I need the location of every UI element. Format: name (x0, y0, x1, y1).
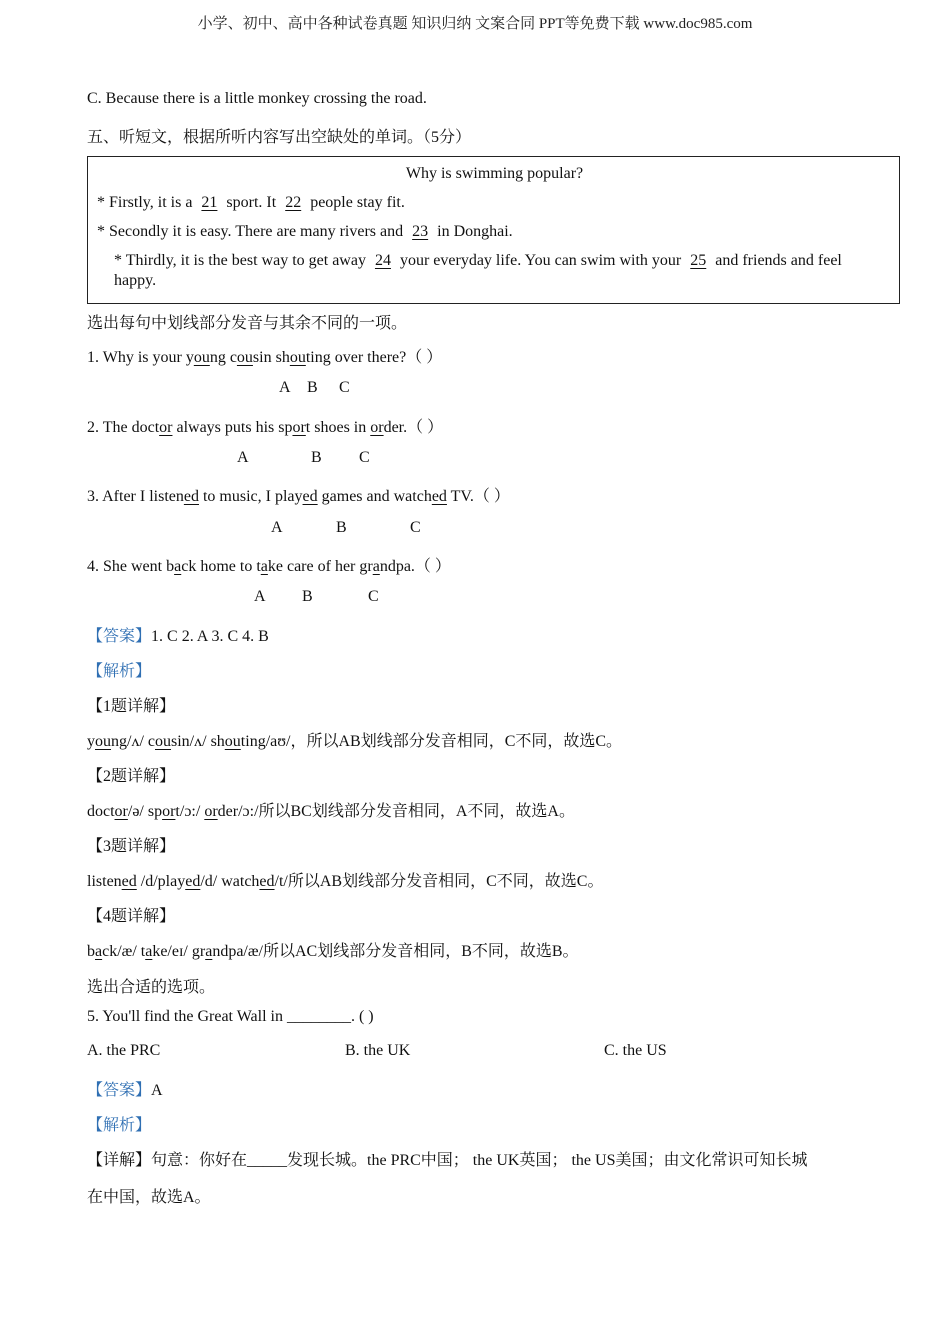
q5-option-b: B. the UK (345, 1042, 411, 1059)
detail-2-text: doctor/ə/ sport/ɔ:/ order/ɔ:/所以BC划线部分发音相同，A不同，故选A。 (87, 803, 575, 820)
q5-option-c: C. the US (604, 1042, 667, 1059)
q1-option-b: B (307, 379, 318, 396)
passage-box (87, 156, 900, 304)
question-4: 4. She went back home to take care of her grandpa.（ ） (87, 558, 451, 575)
passage-title: Why is swimming popular? (405, 165, 584, 182)
detail-1-tag: 【1题详解】 (87, 698, 176, 715)
detail-3-text: listened /d/played/d/ watched/t/所以AB划线部分发音相同，C不同，故选C。 (87, 873, 604, 890)
page-header: 小学、初中、高中各种试卷真题 知识归纳 文案合同 PPT等免费下载 www.doc985.com (197, 16, 753, 32)
q2-option-a: A (237, 449, 249, 466)
answer-line: 【答案】1. C 2. A 3. C 4. B (87, 628, 269, 645)
detail-2-tag: 【2题详解】 (87, 768, 176, 785)
q1-option-c: C (339, 379, 350, 396)
blank-24: 24 (374, 252, 391, 269)
q2-option-c: C (359, 449, 370, 466)
q5-detail-line-1: 【详解】句意：你好在_____发现长城。the PRC中国； the UK英国； the US美国；由文化常识可知长城 (87, 1152, 808, 1169)
question-5: 5. You'll find the Great Wall in ________. ( ) (87, 1008, 374, 1025)
q3-option-c: C (410, 519, 421, 536)
option-c-text: C. Because there is a little monkey crossing the road. (87, 90, 427, 107)
q5-detail-tag: 【详解】 (87, 1152, 152, 1169)
question-2: 2. The doctor always puts his sport shoes in order.（ ） (87, 419, 444, 436)
choice-instruction: 选出合适的选项。 (87, 979, 216, 996)
passage-line-1: * Firstly, it is a 21 sport. It 22 people stay fit. (97, 194, 405, 211)
detail-3-tag: 【3题详解】 (87, 838, 176, 855)
q5-option-a: A. the PRC (87, 1042, 161, 1059)
blank-25: 25 (690, 252, 707, 269)
passage-line-3-cont: happy. (114, 272, 157, 289)
blank-21: 21 (201, 194, 218, 211)
q4-option-a: A (254, 588, 266, 605)
q4-option-c: C (368, 588, 379, 605)
q3-option-a: A (271, 519, 283, 536)
q5-analysis-tag: 【解析】 (87, 1117, 152, 1134)
answer-tag: 【答案】 (87, 628, 152, 645)
phonetics-instruction: 选出每句中划线部分发音与其余不同的一项。 (87, 315, 408, 332)
q4-option-b: B (302, 588, 313, 605)
q1-option-a: A (279, 379, 291, 396)
question-3: 3. After I listened to music, I played games and watched TV.（ ） (87, 488, 510, 505)
q5-answer-line: 【答案】A (87, 1082, 163, 1099)
passage-line-3: * Thirdly, it is the best way to get away 24 your everyday life. You can swim with your 25 and friends and feel (114, 252, 842, 269)
detail-1-text: young/ʌ/ cousin/ʌ/ shouting/aʊ/，所以AB划线部分发音相同，C不同，故选C。 (87, 733, 623, 750)
detail-4-text: back/æ/ take/eɪ/ grandpa/æ/所以AC划线部分发音相同，B不同，故选B。 (87, 943, 579, 960)
detail-4-tag: 【4题详解】 (87, 908, 176, 925)
analysis-tag: 【解析】 (87, 663, 152, 680)
q3-option-b: B (336, 519, 347, 536)
blank-23: 23 (412, 223, 429, 240)
question-1: 1. Why is your young cousin shouting over there?（ ） (87, 349, 443, 366)
passage-line-2: * Secondly it is easy. There are many rivers and 23 in Donghai. (97, 223, 513, 240)
q2-option-b: B (311, 449, 322, 466)
q5-detail-line-2: 在中国，故选A。 (87, 1189, 211, 1206)
section-heading: 五、听短文，根据所听内容写出空缺处的单词。（5分） (87, 129, 472, 146)
q5-answer-tag: 【答案】 (87, 1082, 152, 1099)
blank-22: 22 (285, 194, 302, 211)
